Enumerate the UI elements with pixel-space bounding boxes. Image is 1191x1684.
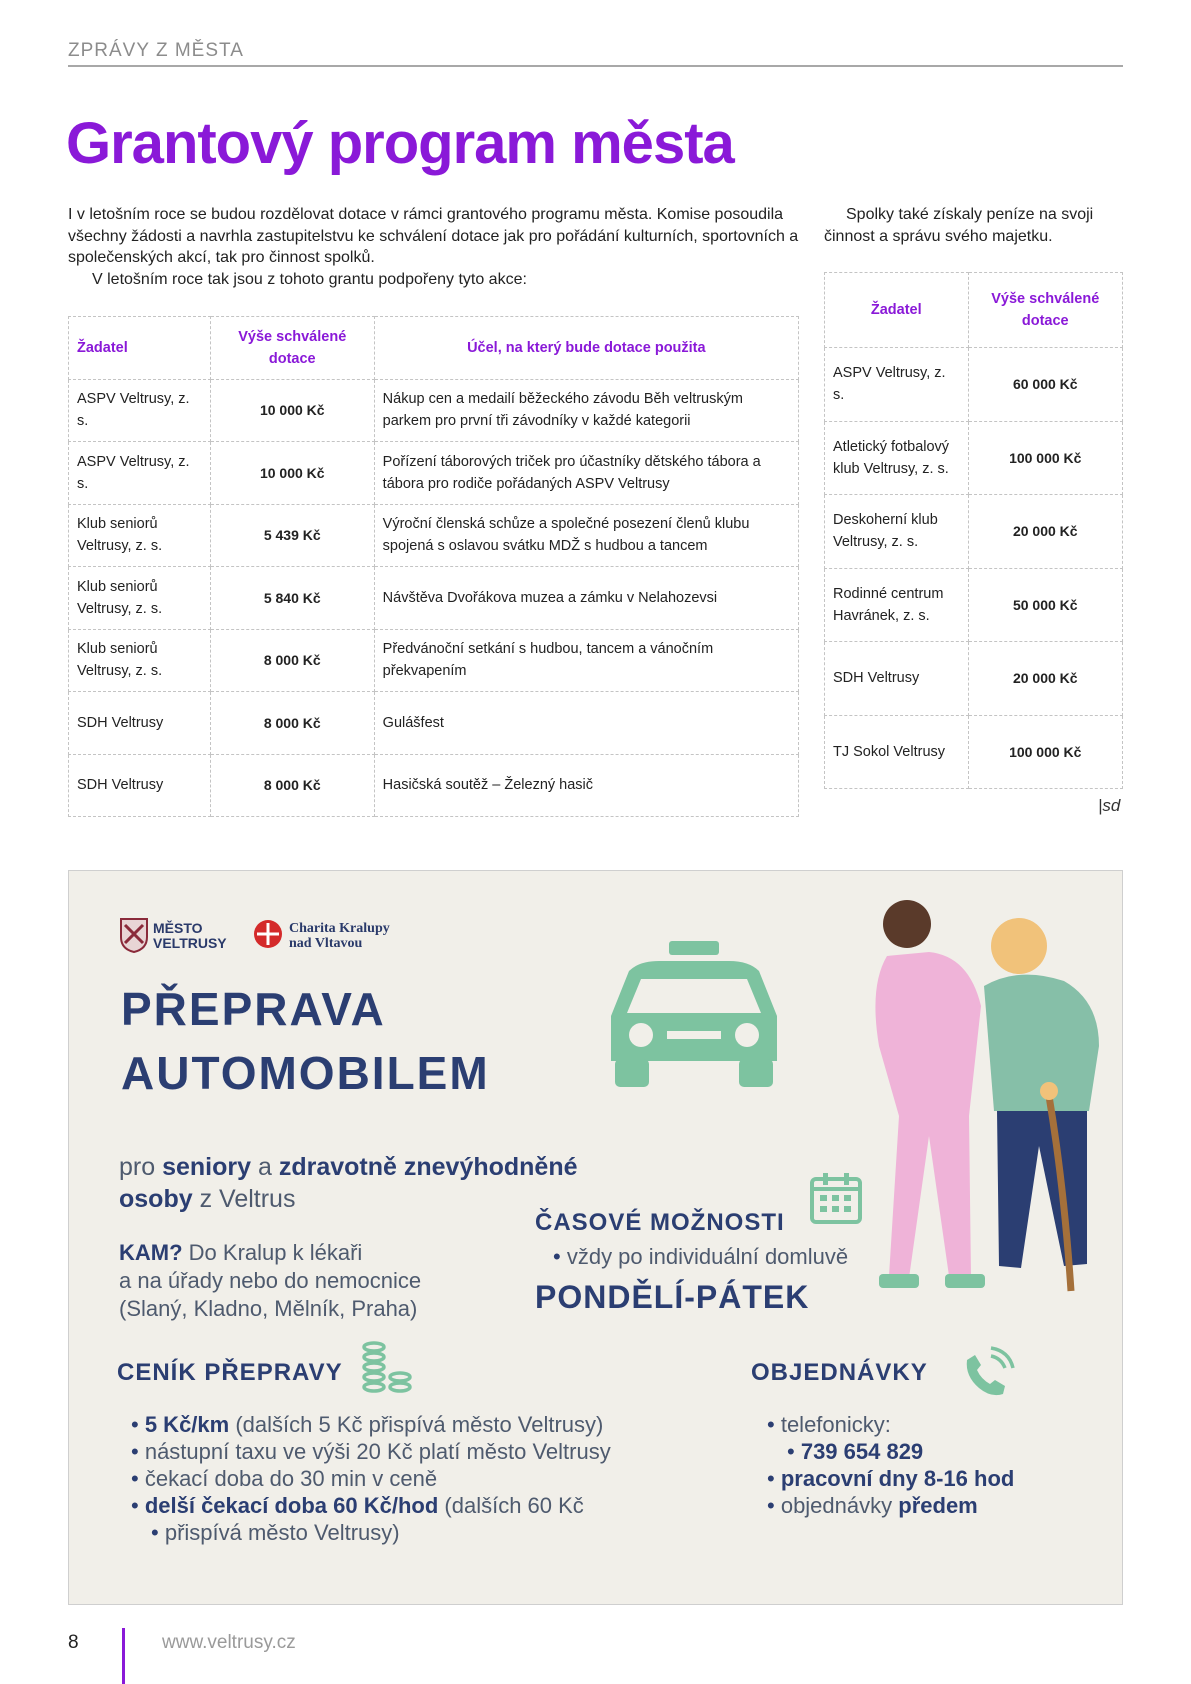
- website-link[interactable]: www.veltrusy.cz: [162, 1632, 296, 1653]
- cell-applicant: Atletický fotbalový klub Veltrusy, z. s.: [825, 421, 969, 495]
- cell-purpose: Pořízení táborových triček pro účastníky dětského tábora a tábora pro rodiče pořádaných ASPV Veltrusy: [374, 442, 798, 505]
- cell-amount: 10 000 Kč: [210, 379, 374, 442]
- list-item: • 5 Kč/km (dalších 5 Kč přispívá město Veltrusy): [131, 1411, 611, 1438]
- cell-applicant: SDH Veltrusy: [69, 754, 211, 817]
- phone-icon: [957, 1346, 1015, 1404]
- charity-logo-text: Charita Kralupy nad Vltavou: [289, 921, 390, 951]
- weekdays-text: PONDĚLÍ-PÁTEK: [535, 1279, 810, 1315]
- column-header-applicant: Žadatel: [825, 273, 969, 348]
- calendar-icon: [809, 1171, 863, 1225]
- cell-amount: 100 000 Kč: [968, 421, 1122, 495]
- time-options-list: [553, 1243, 848, 1270]
- list-item-continuation: • přispívá město Veltrusy): [131, 1519, 611, 1546]
- clubs-grant-table: [824, 272, 1123, 789]
- cell-amount: 60 000 Kč: [968, 348, 1122, 422]
- table-row: [69, 629, 799, 692]
- cell-applicant: SDH Veltrusy: [825, 642, 969, 716]
- intro-text: [68, 204, 800, 290]
- cell-applicant: TJ Sokol Veltrusy: [825, 715, 969, 789]
- cell-amount: 8 000 Kč: [210, 629, 374, 692]
- section-label: ZPRÁVY Z MĚSTA: [68, 40, 244, 61]
- intro-paragraph-2: V letošním roce tak jsou z tohoto grantu podpořeny tyto akce:: [92, 270, 527, 288]
- town-logo-text: MĚSTO VELTRUSY: [153, 920, 227, 951]
- cell-applicant: ASPV Veltrusy, z. s.: [69, 442, 211, 505]
- list-item: • pracovní dny 8-16 hod: [767, 1465, 1014, 1492]
- cell-amount: 8 000 Kč: [210, 692, 374, 755]
- cell-purpose: Hasičská soutěž – Železný hasič: [374, 754, 798, 817]
- side-intro-text: Spolky také získaly peníze na svoji činnost a správu svého majetku.: [824, 206, 1094, 245]
- headline-line-1: PŘEPRAVA: [121, 983, 386, 1035]
- page-number: 8: [68, 1632, 79, 1653]
- cell-amount: 50 000 Kč: [968, 568, 1122, 642]
- footer-divider: [122, 1628, 125, 1684]
- transport-poster: [68, 870, 1123, 1605]
- cell-purpose: Výroční členská schůze a společné posezení členů klubu spojená s oslavou svátku MDŽ s hudbou a tancem: [374, 504, 798, 567]
- cell-applicant: SDH Veltrusy: [69, 692, 211, 755]
- cell-purpose: Gulášfest: [374, 692, 798, 755]
- cell-purpose: Návštěva Dvořákova muzea a zámku v Nelahozevsi: [374, 567, 798, 630]
- phone-number: • 739 654 829: [767, 1438, 1014, 1465]
- column-header-applicant: Žadatel: [69, 317, 211, 380]
- list-item: • vždy po individuální domluvě: [553, 1243, 848, 1270]
- list-item: • telefonicky:: [767, 1411, 1014, 1438]
- author-initials: |sd: [1098, 796, 1121, 815]
- cell-applicant: ASPV Veltrusy, z. s.: [825, 348, 969, 422]
- table-row: [69, 754, 799, 817]
- time-options-heading: ČASOVÉ MOŽNOSTI: [535, 1209, 785, 1236]
- cell-applicant: Klub seniorů Veltrusy, z. s.: [69, 629, 211, 692]
- caregiver-with-senior-illustration: [849, 886, 1123, 1306]
- cell-applicant: Klub seniorů Veltrusy, z. s.: [69, 567, 211, 630]
- cell-purpose: Nákup cen a medailí běžeckého závodu Běh veltruským parkem pro první tři závodníky v každé kategorii: [374, 379, 798, 442]
- cell-amount: 20 000 Kč: [968, 495, 1122, 569]
- headline-line-2: AUTOMOBILEM: [121, 1047, 490, 1099]
- charity-cross-icon: [253, 919, 283, 949]
- table-row: [825, 715, 1123, 789]
- table-row: [69, 504, 799, 567]
- column-header-amount: Výše schválené dotace: [210, 317, 374, 380]
- table-row: [825, 642, 1123, 716]
- orders-heading: OBJEDNÁVKY: [751, 1359, 928, 1386]
- list-item: • čekací doba do 30 min v ceně: [131, 1465, 611, 1492]
- cell-amount: 5 840 Kč: [210, 567, 374, 630]
- table-row: [69, 379, 799, 442]
- table-row: [825, 568, 1123, 642]
- cell-applicant: Deskoherní klub Veltrusy, z. s.: [825, 495, 969, 569]
- target-group-text: pro seniory a zdravotně znevýhodněné osoby z Veltrus: [119, 1153, 578, 1213]
- list-item: • nástupní taxu ve výši 20 Kč platí město Veltrusy: [131, 1438, 611, 1465]
- cell-amount: 5 439 Kč: [210, 504, 374, 567]
- cell-amount: 10 000 Kč: [210, 442, 374, 505]
- table-row: [69, 442, 799, 505]
- cell-applicant: ASPV Veltrusy, z. s.: [69, 379, 211, 442]
- events-grant-table: [68, 316, 799, 817]
- table-header-row: [825, 273, 1123, 348]
- page-title: Grantový program města: [66, 111, 734, 176]
- table-row: [825, 421, 1123, 495]
- cell-applicant: Klub seniorů Veltrusy, z. s.: [69, 504, 211, 567]
- section-divider: [68, 65, 1123, 67]
- price-list-heading: CENÍK PŘEPRAVY: [117, 1359, 343, 1386]
- cell-amount: 20 000 Kč: [968, 642, 1122, 716]
- table-header-row: [69, 317, 799, 380]
- cell-purpose: Předvánoční setkání s hudbou, tancem a vánočním překvapením: [374, 629, 798, 692]
- column-header-purpose: Účel, na který bude dotace použita: [374, 317, 798, 380]
- price-list: [131, 1411, 611, 1546]
- list-item: • delší čekací doba 60 Kč/hod (dalších 60 Kč: [131, 1492, 611, 1519]
- column-header-amount: Výše schválené dotace: [968, 273, 1122, 348]
- destinations-text: KAM? Do Kralup k lékaři a na úřady nebo do nemocnice (Slaný, Kladno, Mělník, Praha): [119, 1240, 422, 1321]
- list-item: • objednávky předem: [767, 1492, 1014, 1519]
- coins-stack-icon: [354, 1339, 416, 1397]
- town-crest-icon: [119, 917, 149, 953]
- table-row: [69, 567, 799, 630]
- cell-applicant: Rodinné centrum Havránek, z. s.: [825, 568, 969, 642]
- table-row: [825, 495, 1123, 569]
- table-row: [825, 348, 1123, 422]
- taxi-car-icon: [599, 941, 789, 1091]
- intro-paragraph-1: I v letošním roce se budou rozdělovat dotace v rámci grantového programu města. Komise posoudila všechny žádosti a navrhla zastupitelstvu ke schválení dotace jak pro pořádání kulturních, sportovních a společenských akcí, tak pro činnost spolků.: [68, 206, 799, 266]
- cell-amount: 100 000 Kč: [968, 715, 1122, 789]
- cell-amount: 8 000 Kč: [210, 754, 374, 817]
- orders-list: [767, 1411, 1014, 1519]
- table-row: [69, 692, 799, 755]
